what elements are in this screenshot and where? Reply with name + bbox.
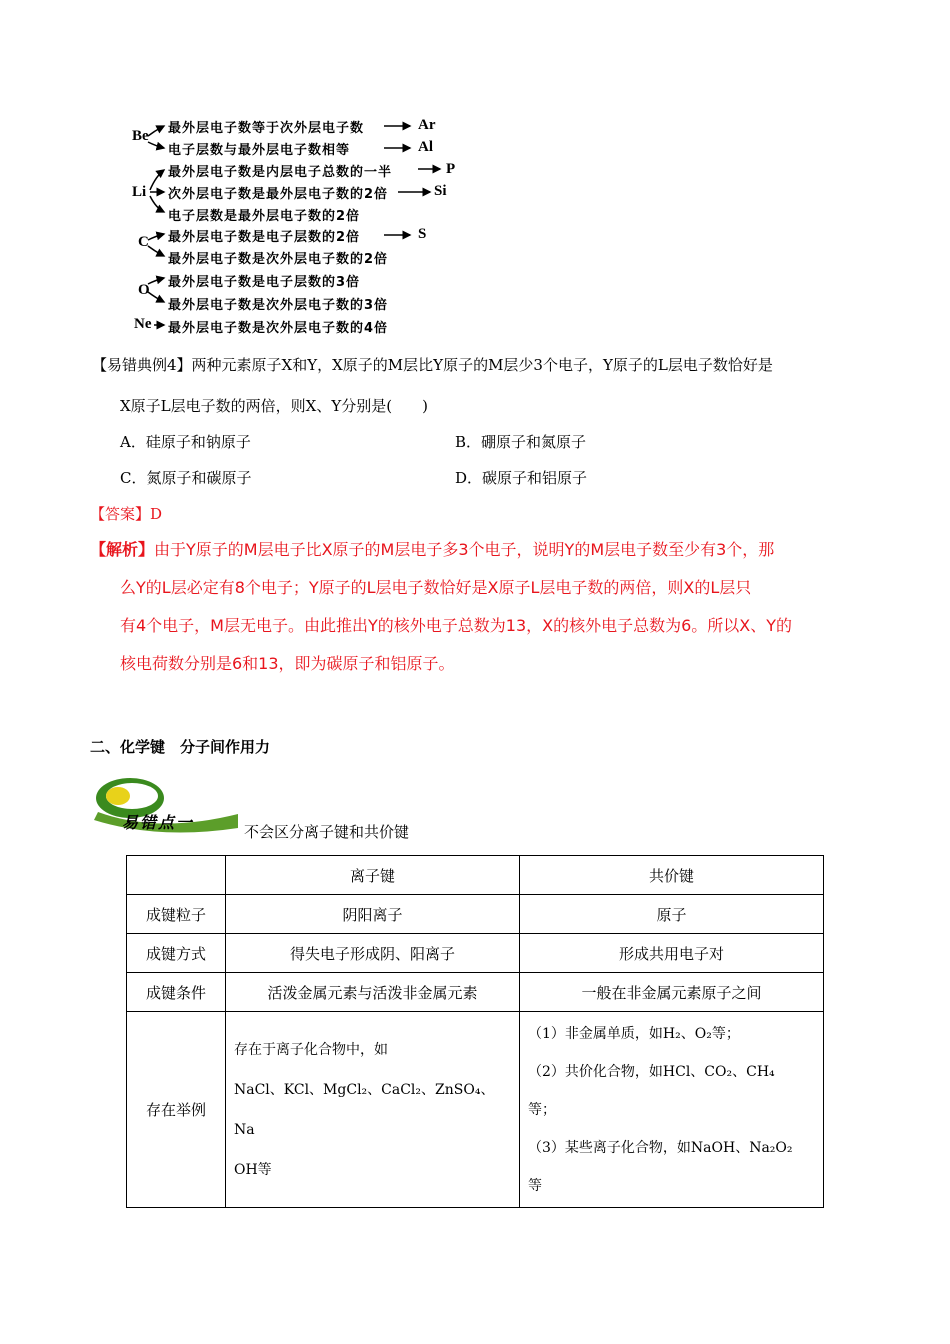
covalent-example-line: 等； — [528, 1101, 556, 1118]
table-header-row — [127, 856, 824, 895]
table-row — [127, 895, 824, 934]
diagram-line: 最外层电子数等于次外层电子数 — [168, 121, 365, 136]
ionic-example-line: OH等 — [234, 1161, 272, 1178]
explanation-text-1: 由于Y原子的M层电子比X原子的M层电子多3个电子，说明Y的M层电子数至少有3个，那 — [154, 540, 775, 559]
explanation-line-1 — [90, 531, 774, 569]
table-row-examples — [127, 1012, 824, 1208]
diagram-line: 最外层电子数是电子层数的3倍 — [168, 275, 361, 290]
table-header-cell: 离子键 — [226, 856, 520, 895]
diagram-line: 最外层电子数是次外层电子数的3倍 — [168, 298, 389, 313]
row-label: 成键条件 — [127, 973, 226, 1012]
option-a: A．硅原子和钠原子 — [120, 433, 251, 451]
ionic-example-line: NaCl、KCl、MgCl₂、CaCl₂、ZnSO₄、Na — [234, 1081, 495, 1138]
diagram-result-ar: Ar — [418, 117, 436, 133]
diagram-result-p: P — [446, 161, 456, 177]
explanation-line-3: 有4个电子，M层无电子。由此推出Y的核外电子总数为13，X的核外电子总数为6。所以X、Y的 — [120, 616, 792, 635]
diagram-result-s: S — [418, 226, 427, 242]
explanation-tag: 【解析】 — [90, 540, 155, 559]
error-point-badge — [88, 768, 238, 834]
option-b: B．硼原子和氮原子 — [455, 433, 587, 451]
covalent-example-line: （3）某些离子化合物，如NaOH、Na₂O₂ — [528, 1139, 793, 1156]
question-tag: 【易错典例4】 — [92, 356, 192, 374]
covalent-example-line: （1）非金属单质，如H₂、O₂等； — [528, 1025, 740, 1042]
row-label: 成键方式 — [127, 934, 226, 973]
diagram-line: 电子层数是最外层电子数的2倍 — [168, 209, 361, 224]
answer-value: D — [150, 505, 163, 523]
option-c: C．氮原子和碳原子 — [120, 469, 252, 487]
explanation-line-2: 么Y的L层必定有8个电子；Y原子的L层电子数恰好是X原子L层电子数的两倍，则X的L层只 — [120, 578, 752, 597]
table-row — [127, 934, 824, 973]
question-text-1: 两种元素原子X和Y，X原子的M层比Y原子的M层少3个电子，Y原子的L层电子数恰好是 — [191, 356, 773, 374]
ionic-examples-cell — [226, 1012, 520, 1208]
answer-line — [90, 504, 162, 524]
diagram-result-al: Al — [418, 139, 433, 155]
element-li: Li — [132, 184, 147, 200]
element-c: C — [138, 234, 149, 250]
explanation-line-4: 核电荷数分别是6和13，即为碳原子和铝原子。 — [120, 654, 455, 673]
covalent-example-line: 等 — [528, 1177, 542, 1194]
covalent-cell: 原子 — [520, 895, 824, 934]
covalent-example-line: （2）共价化合物，如HCl、CO₂、CH₄ — [528, 1063, 775, 1080]
row-label: 存在举例 — [127, 1012, 226, 1208]
electron-shell-diagram — [128, 112, 468, 338]
element-be: Be — [132, 128, 149, 144]
question-line-2: X原子L层电子数的两倍，则X、Y分别是( ) — [120, 397, 428, 415]
diagram-result-si: Si — [434, 183, 447, 199]
element-ne: Ne — [134, 316, 152, 332]
point-title: 不会区分离子键和共价键 — [244, 823, 410, 841]
badge-label: 易错点一 — [122, 813, 195, 832]
diagram-line: 电子层数与最外层电子数相等 — [168, 143, 351, 158]
row-label: 成键粒子 — [127, 895, 226, 934]
covalent-cell: 一般在非金属元素原子之间 — [520, 973, 824, 1012]
ionic-cell: 得失电子形成阴、阳离子 — [226, 934, 520, 973]
diagram-line: 最外层电子数是次外层电子数的2倍 — [168, 252, 389, 267]
ionic-cell: 活泼金属元素与活泼非金属元素 — [226, 973, 520, 1012]
table-header-cell — [127, 856, 226, 895]
diagram-line: 最外层电子数是次外层电子数的4倍 — [168, 321, 389, 336]
covalent-examples-cell — [520, 1012, 824, 1208]
diagram-line: 最外层电子数是电子层数的2倍 — [168, 230, 361, 245]
bond-comparison-table — [126, 855, 824, 1208]
question-line-1 — [92, 355, 773, 375]
diagram-line: 最外层电子数是内层电子总数的一半 — [168, 165, 393, 180]
option-d: D．碳原子和铝原子 — [455, 469, 588, 487]
element-o: O — [138, 282, 150, 298]
covalent-cell: 形成共用电子对 — [520, 934, 824, 973]
diagram-line: 次外层电子数是最外层电子数的2倍 — [168, 187, 389, 202]
answer-tag: 【答案】 — [90, 505, 151, 523]
table-header-cell: 共价键 — [520, 856, 824, 895]
section-heading: 二、化学键 分子间作用力 — [90, 738, 271, 756]
table-row — [127, 973, 824, 1012]
ionic-example-line: 存在于离子化合物中，如 — [234, 1041, 388, 1058]
ionic-cell: 阴阳离子 — [226, 895, 520, 934]
